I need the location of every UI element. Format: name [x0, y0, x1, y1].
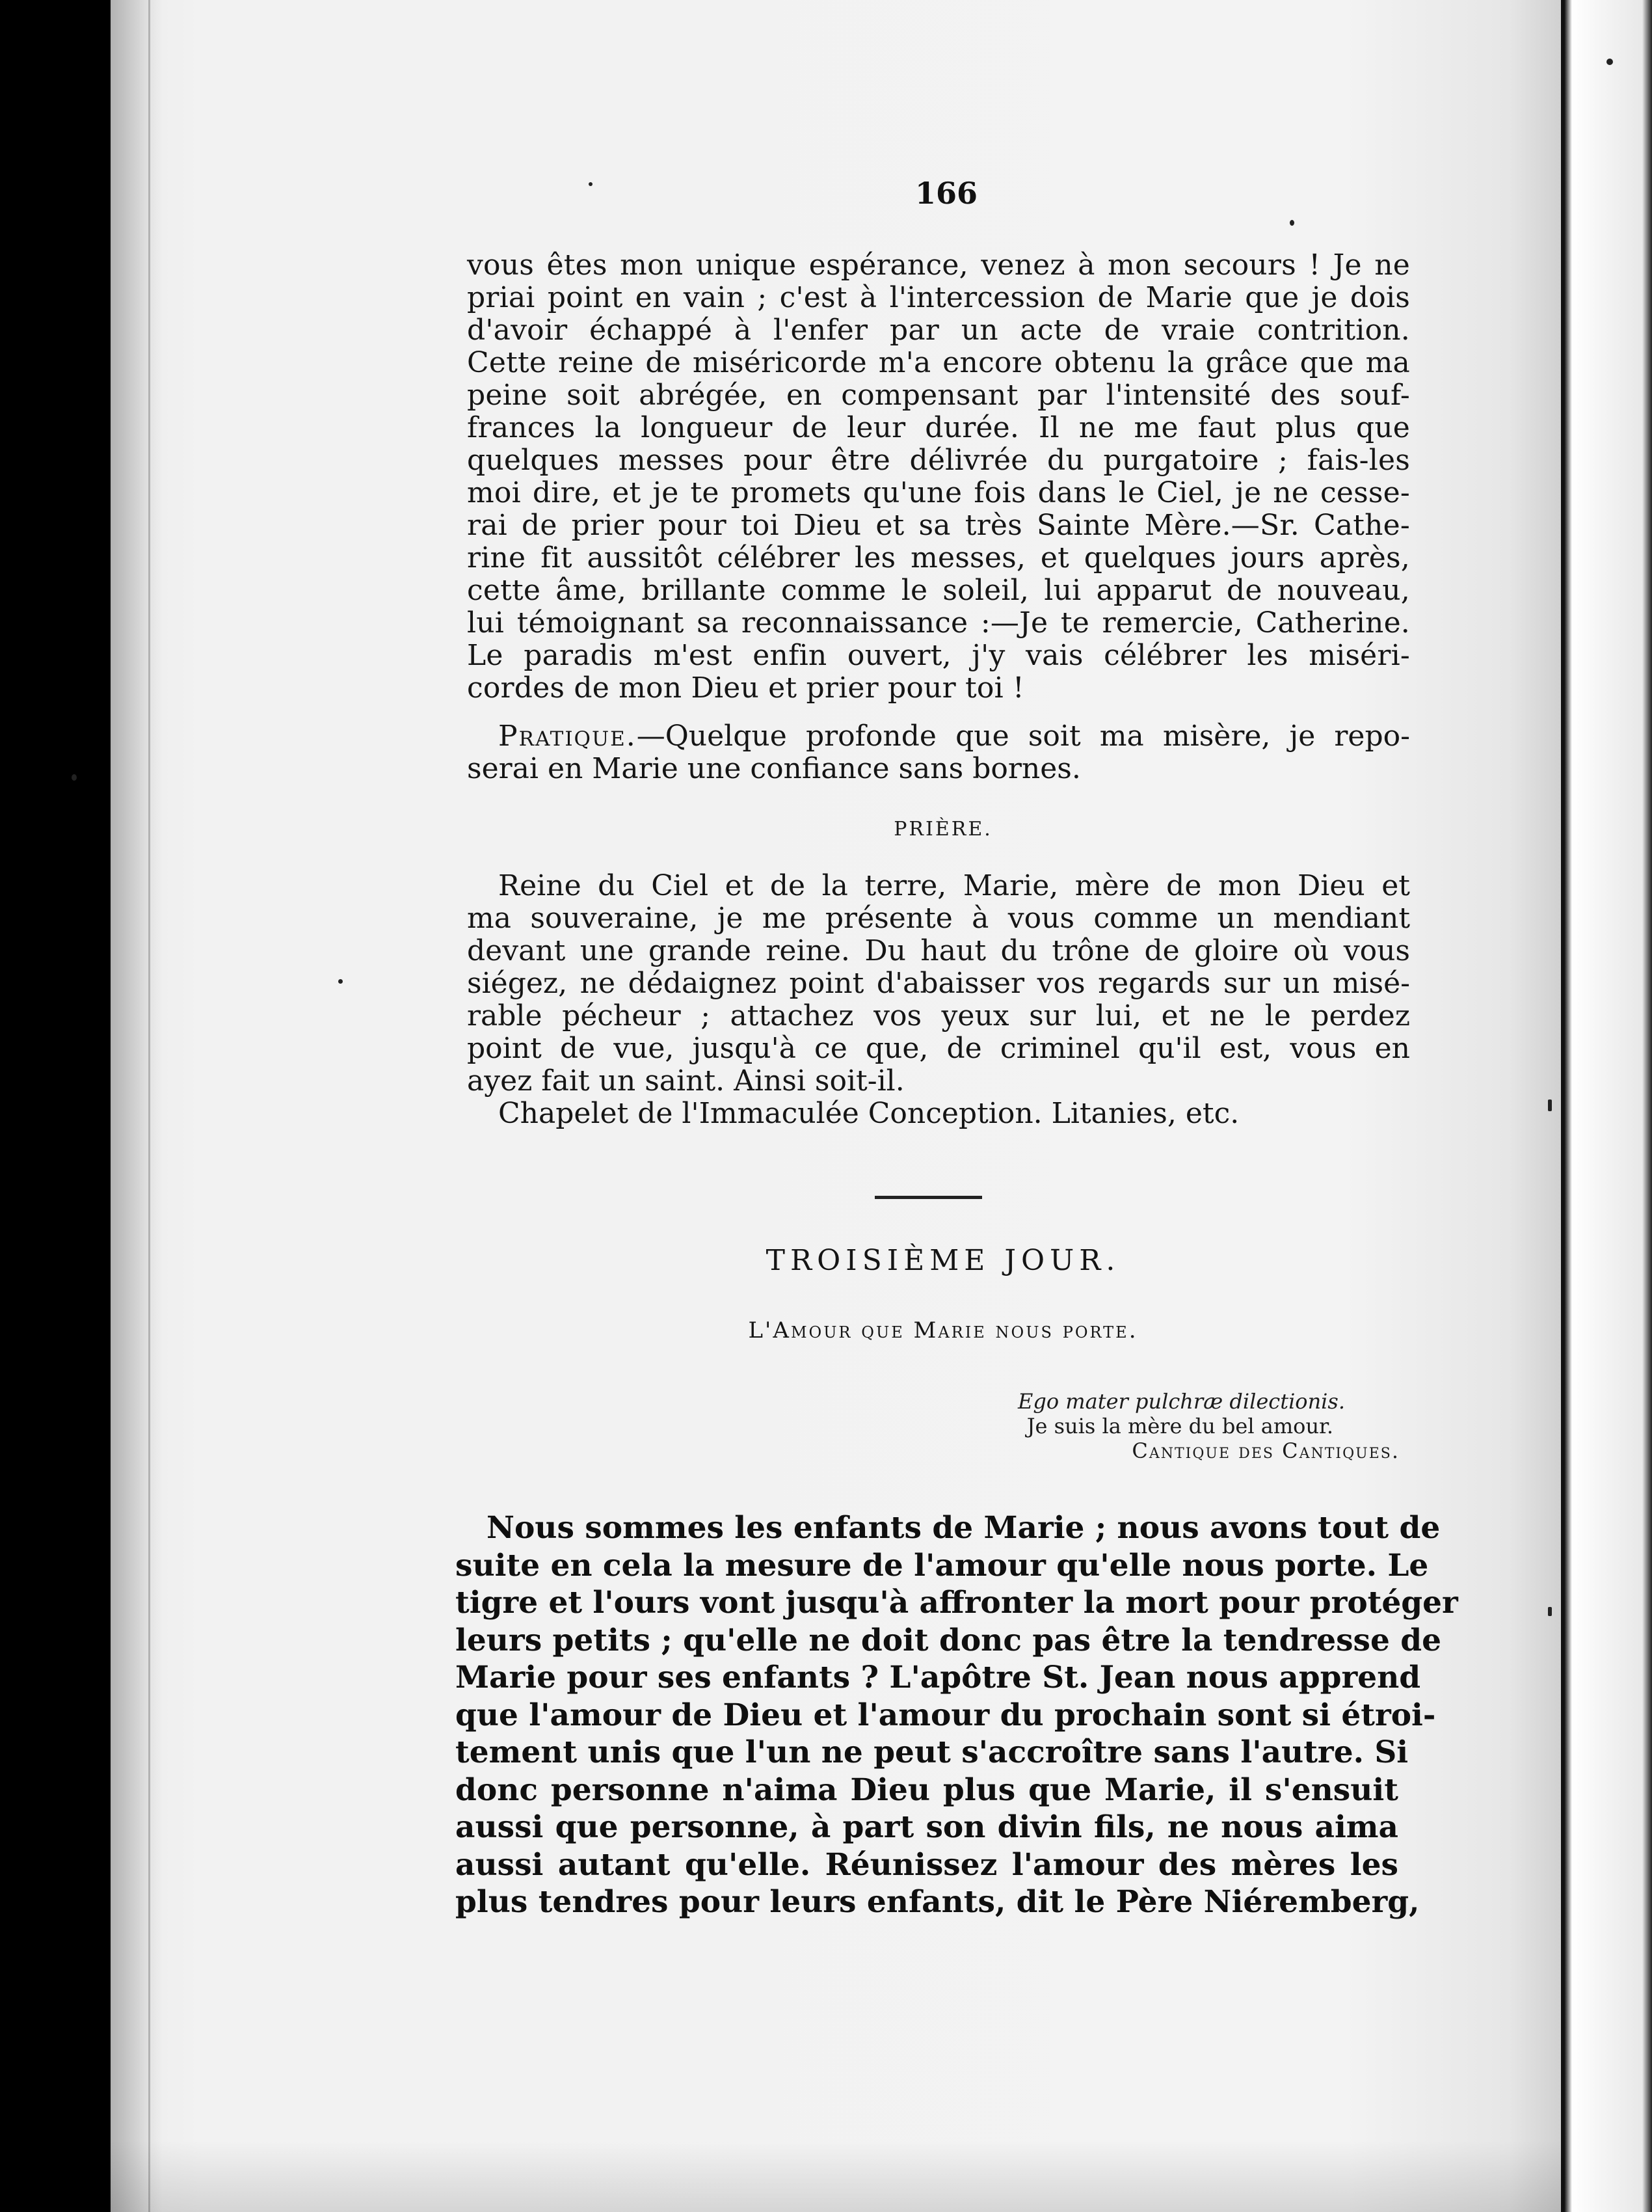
text-line: siégez, ne dédaignez point d'abaisser vos regards sur un misé-: [467, 967, 1410, 1000]
text-line: rai de prier pour toi Dieu et sa très Sainte Mère.—Sr. Cathe-: [467, 509, 1410, 542]
text-line: cordes de mon Dieu et prier pour toi !: [467, 671, 1024, 705]
text-line: serai en Marie une confiance sans bornes.: [467, 752, 1081, 785]
text-line: devant une grande reine. Du haut du trône de gloire où vous: [467, 934, 1410, 967]
scan-speck: [338, 979, 343, 984]
page-bottom-shadow: [111, 2140, 1564, 2212]
text-line: aussi autant qu'elle. Réunissez l'amour des mères les: [455, 1846, 1398, 1883]
text-line: Reine du Ciel et de la terre, Marie, mère de mon Dieu et: [498, 869, 1410, 902]
text-line: ayez fait un saint. Ainsi soit-il.: [467, 1064, 905, 1098]
text-line: Le paradis m'est enfin ouvert, j'y vais célébrer les miséri-: [467, 639, 1410, 672]
pratique-text: —Quelque profonde que soit ma misère, je repo-: [636, 720, 1410, 753]
narrative-paragraph: [467, 249, 1410, 705]
epigraph-latin: Ego mater pulchræ dilectionis.: [1018, 1389, 1345, 1414]
text-line: vous êtes mon unique espérance, venez à mon secours ! Je ne: [467, 249, 1410, 282]
text-line: quelques messes pour être délivrée du purgatoire ; fais-les: [467, 444, 1410, 477]
text-line: donc personne n'aima Dieu plus que Marie, il s'ensuit: [455, 1772, 1398, 1808]
priere-heading: PRIÈRE.: [894, 818, 993, 841]
epigraph: [898, 1389, 1405, 1463]
epigraph-source: Cantique des Cantiques.: [1132, 1438, 1400, 1463]
page-number: 166: [914, 176, 978, 211]
text-line: suite en cela la mesure de l'amour qu'elle nous porte. Le: [455, 1547, 1429, 1584]
priere-closing: Chapelet de l'Immaculée Conception. Litanies, etc.: [498, 1097, 1240, 1130]
text-line: Nous sommes les enfants de Marie ; nous avons tout de: [486, 1510, 1441, 1546]
scan-speck: [589, 182, 593, 186]
text-line: priai point en vain ; c'est à l'intercession de Marie que je dois: [467, 281, 1410, 314]
scan-speck: [1548, 1607, 1552, 1616]
text-line: frances la longueur de leur durée. Il ne me faut plus que: [467, 411, 1410, 444]
page-gutter-shadow: [111, 0, 163, 2212]
section-subtitle: L'Amour que Marie nous porte.: [748, 1317, 1138, 1343]
pratique-label: Pratique.: [498, 720, 637, 753]
text-line: plus tendres pour leurs enfants, dit le Père Niéremberg,: [455, 1884, 1420, 1920]
text-line: peine soit abrégée, en compensant par l'intensité des souf-: [467, 379, 1410, 412]
scan-speck: [1290, 220, 1294, 226]
text-line: rine fit aussitôt célébrer les messes, et quelques jours après,: [467, 541, 1410, 574]
text-line: point de vue, jusqu'à ce que, de criminel qu'il est, vous en: [467, 1032, 1410, 1065]
priere-paragraph: [467, 870, 1410, 1130]
section-divider: [875, 1196, 982, 1199]
text-line: d'avoir échappé à l'enfer par un acte de vraie contrition.: [467, 314, 1410, 347]
scan-speck: [72, 774, 77, 781]
text-line: leurs petits ; qu'elle ne doit donc pas être la tendresse de: [455, 1622, 1442, 1658]
text-line: aussi que personne, à part son divin fils, ne nous aima: [455, 1809, 1398, 1845]
scan-speck: [1548, 1099, 1552, 1111]
text-line: Cette reine de miséricorde m'a encore obtenu la grâce que ma: [467, 346, 1410, 379]
scan-speck: [1606, 59, 1613, 65]
text-line: tement unis que l'un ne peut s'accroître sans l'autre. Si: [455, 1734, 1409, 1770]
section-title: TROISIÈME JOUR.: [766, 1244, 1121, 1277]
text-line: que l'amour de Dieu et l'amour du prochain sont si étroi-: [455, 1697, 1436, 1733]
epigraph-french: Je suis la mère du bel amour.: [1026, 1414, 1333, 1438]
text-line: ma souveraine, je me présente à vous comme un mendiant: [467, 902, 1410, 935]
text-line: lui témoignant sa reconnaissance :—Je te remercie, Catherine.: [467, 606, 1410, 640]
pratique-paragraph: [467, 720, 1410, 785]
text-line: moi dire, et je te promets qu'une fois dans le Ciel, je ne cesse-: [467, 476, 1410, 509]
text-line: rable pécheur ; attachez vos yeux sur lui, et ne le perdez: [467, 999, 1410, 1032]
page-edge-line: [148, 0, 150, 2212]
text-line: cette âme, brillante comme le soleil, lui apparut de nouveau,: [467, 574, 1410, 607]
next-page-edge: [1564, 0, 1652, 2212]
text-line: Marie pour ses enfants ? L'apôtre St. Jean nous apprend: [455, 1660, 1421, 1695]
text-line: [467, 720, 1410, 753]
main-paragraph: [455, 1509, 1458, 1921]
text-line: tigre et l'ours vont jusqu'à affronter la mort pour protéger: [455, 1585, 1458, 1621]
